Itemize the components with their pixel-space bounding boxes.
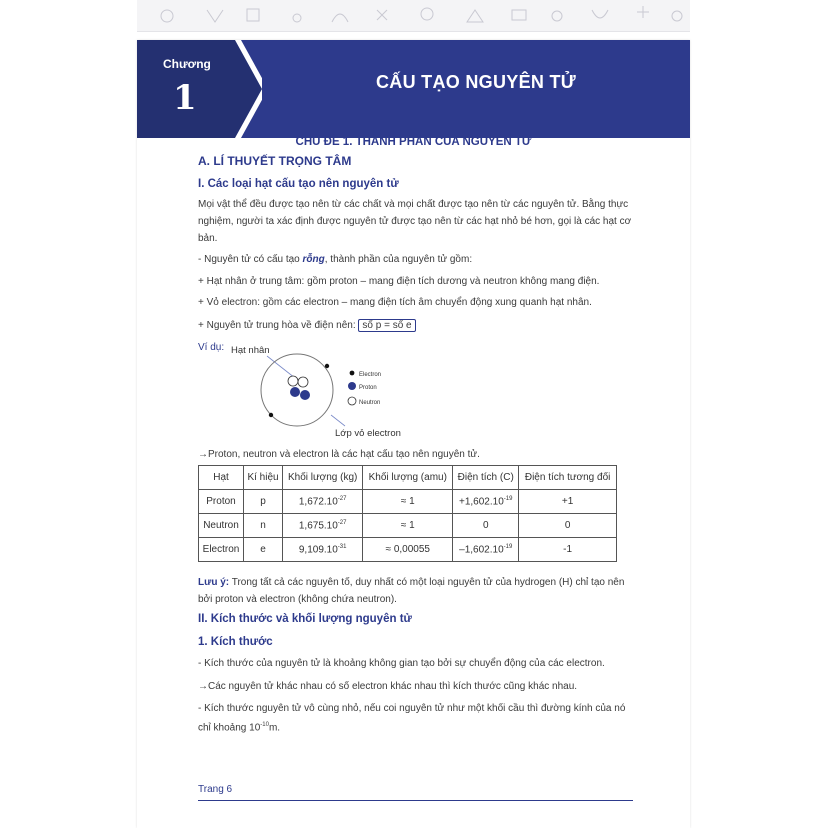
mass-kg-value: 9,109.10	[298, 544, 338, 556]
cell-symbol: n	[244, 514, 283, 538]
chapter-title: CẤU TẠO NGUYÊN TỬ	[375, 72, 577, 92]
cell-particle: Neutron	[199, 514, 244, 538]
mass-kg-exp: -31	[337, 543, 347, 550]
particles-table	[198, 465, 617, 562]
col-header: Kí hiệu	[244, 466, 283, 490]
cell-mass-amu: ≈ 1	[363, 490, 453, 514]
legend-electron: Electron	[359, 372, 382, 378]
size-line-3	[198, 700, 634, 736]
col-header: Hạt	[199, 466, 244, 490]
cell-rel-charge: +1	[519, 490, 617, 514]
cell-particle: Proton	[199, 490, 244, 514]
legend-proton-icon	[348, 382, 356, 390]
legend-neutron: Neutron	[359, 400, 381, 406]
mass-kg-value: 1,672.10	[298, 496, 338, 508]
cell-charge	[453, 490, 519, 514]
chapter-chevron-icon	[137, 40, 262, 138]
shell-line: + Vỏ electron: gồm các electron – mang điện tích âm chuyển động xung quanh hạt nhân.	[198, 297, 592, 308]
nucleus-line: + Hạt nhân ở trung tâm: gồm proton – mang điện tích dương và neutron không mang điện.	[198, 276, 600, 287]
charge-value: –1,602.10	[459, 544, 504, 556]
note-text: Trong tất cả các nguyên tố, duy nhất có một loại nguyên tử của hydrogen (H) chỉ tạo nên bởi proton và electron (không chứa neutron).	[198, 577, 625, 605]
table-header-row	[199, 466, 617, 490]
size-line-3-prefix: - Kích thước nguyên tử vô cùng nhỏ, nếu coi nguyên tử như một khối cầu thì đường kính của nó chỉ khoảng 10	[198, 703, 626, 734]
structure-emphasis: rỗng	[302, 254, 325, 265]
cell-mass-kg	[283, 490, 363, 514]
neutron-particle-icon	[288, 376, 298, 386]
shell-label: Lớp vỏ electron	[335, 428, 401, 439]
charge-value: 0	[482, 520, 489, 531]
neutral-line	[198, 317, 634, 334]
shell-pointer	[331, 415, 345, 426]
left-margin	[0, 0, 137, 828]
chapter-number: 1	[173, 78, 197, 118]
size-line-3-exp: -10	[260, 722, 269, 728]
cell-charge	[453, 514, 519, 538]
note-paragraph	[198, 574, 634, 608]
document-page	[137, 40, 690, 828]
col-header: Điện tích tương đối	[519, 466, 617, 490]
charge-value: +1,602.10	[459, 496, 504, 508]
legend-electron-icon	[350, 371, 355, 376]
electron-particle-icon	[269, 413, 273, 417]
doodle-pattern-icon	[137, 2, 690, 30]
nucleus-label: Hạt nhân	[231, 345, 270, 356]
cell-mass-kg	[283, 538, 363, 562]
size-subheading: 1. Kích thước	[198, 636, 273, 648]
cell-mass-amu: ≈ 1	[363, 514, 453, 538]
atom-diagram	[227, 340, 427, 440]
cell-rel-charge: -1	[519, 538, 617, 562]
neutral-prefix: + Nguyên tử trung hòa về điện nên:	[198, 320, 359, 331]
topic-title: CHỦ ĐỀ 1. THÀNH PHẦN CỦA NGUYÊN TỬ	[295, 136, 532, 148]
charge-exp: -19	[503, 543, 513, 550]
intro-paragraph: Mọi vật thể đều được tạo nên từ các chất và mọi chất được tạo nên từ các nguyên tử. Bằng thực nghiệm, người ta xác định được nguyên tử được tạo nên từ các hạt nhỏ bé hơn, gọi là các hạt cơ bản.	[198, 199, 632, 244]
electron-particle-icon	[325, 364, 329, 368]
section-2-heading: II. Kích thước và khối lượng nguyên tử	[198, 613, 412, 625]
structure-line	[198, 251, 634, 268]
size-line-3-suffix: m.	[268, 722, 281, 734]
section-a-heading: A. LÍ THUYẾT TRỌNG TÂM	[198, 154, 352, 168]
col-header: Điện tích (C)	[453, 466, 519, 490]
structure-prefix: - Nguyên tử có cấu tạo	[198, 254, 303, 265]
cell-symbol: e	[244, 538, 283, 562]
cell-mass-kg	[283, 514, 363, 538]
cell-mass-amu: ≈ 0,00055	[363, 538, 453, 562]
section-1-heading: I. Các loại hạt cấu tạo nên nguyên tử	[198, 178, 399, 190]
chapter-banner	[137, 40, 690, 138]
proton-particle-icon	[300, 390, 310, 400]
conclusion-line: →Proton, neutron và electron là các hạt cấu tạo nên nguyên tử.	[198, 449, 480, 460]
example-label: Ví dụ:	[198, 342, 225, 353]
neutral-formula-box: số p = số e	[358, 319, 415, 332]
col-header: Khối lượng (kg)	[283, 466, 363, 490]
page-number: Trang 6	[198, 784, 233, 795]
legend-proton: Proton	[359, 385, 377, 391]
mass-kg-exp: -27	[337, 495, 347, 502]
footer-rule	[198, 800, 633, 801]
neutron-particle-icon	[298, 377, 308, 387]
nucleus-pointer	[267, 356, 295, 378]
previous-page-edge	[137, 0, 690, 32]
cell-symbol: p	[244, 490, 283, 514]
mass-kg-value: 1,675.10	[298, 520, 338, 532]
table-row	[199, 514, 617, 538]
table-row	[199, 538, 617, 562]
table-row	[199, 490, 617, 514]
col-header: Khối lượng (amu)	[363, 466, 453, 490]
size-line-2: →Các nguyên tử khác nhau có số electron khác nhau thì kích thước cũng khác nhau.	[198, 681, 578, 692]
structure-suffix: , thành phần của nguyên tử gồm:	[324, 254, 473, 265]
chapter-label: Chương	[163, 57, 211, 71]
cell-charge	[453, 538, 519, 562]
proton-particle-icon	[290, 387, 300, 397]
cell-rel-charge: 0	[519, 514, 617, 538]
cell-particle: Electron	[199, 538, 244, 562]
note-label: Lưu ý:	[198, 577, 230, 588]
size-line-1: - Kích thước của nguyên tử là khoảng không gian tạo bởi sự chuyển động của các electron.	[198, 658, 605, 669]
mass-kg-exp: -27	[337, 519, 347, 526]
legend-neutron-icon	[348, 397, 356, 405]
charge-exp: -19	[503, 495, 513, 502]
